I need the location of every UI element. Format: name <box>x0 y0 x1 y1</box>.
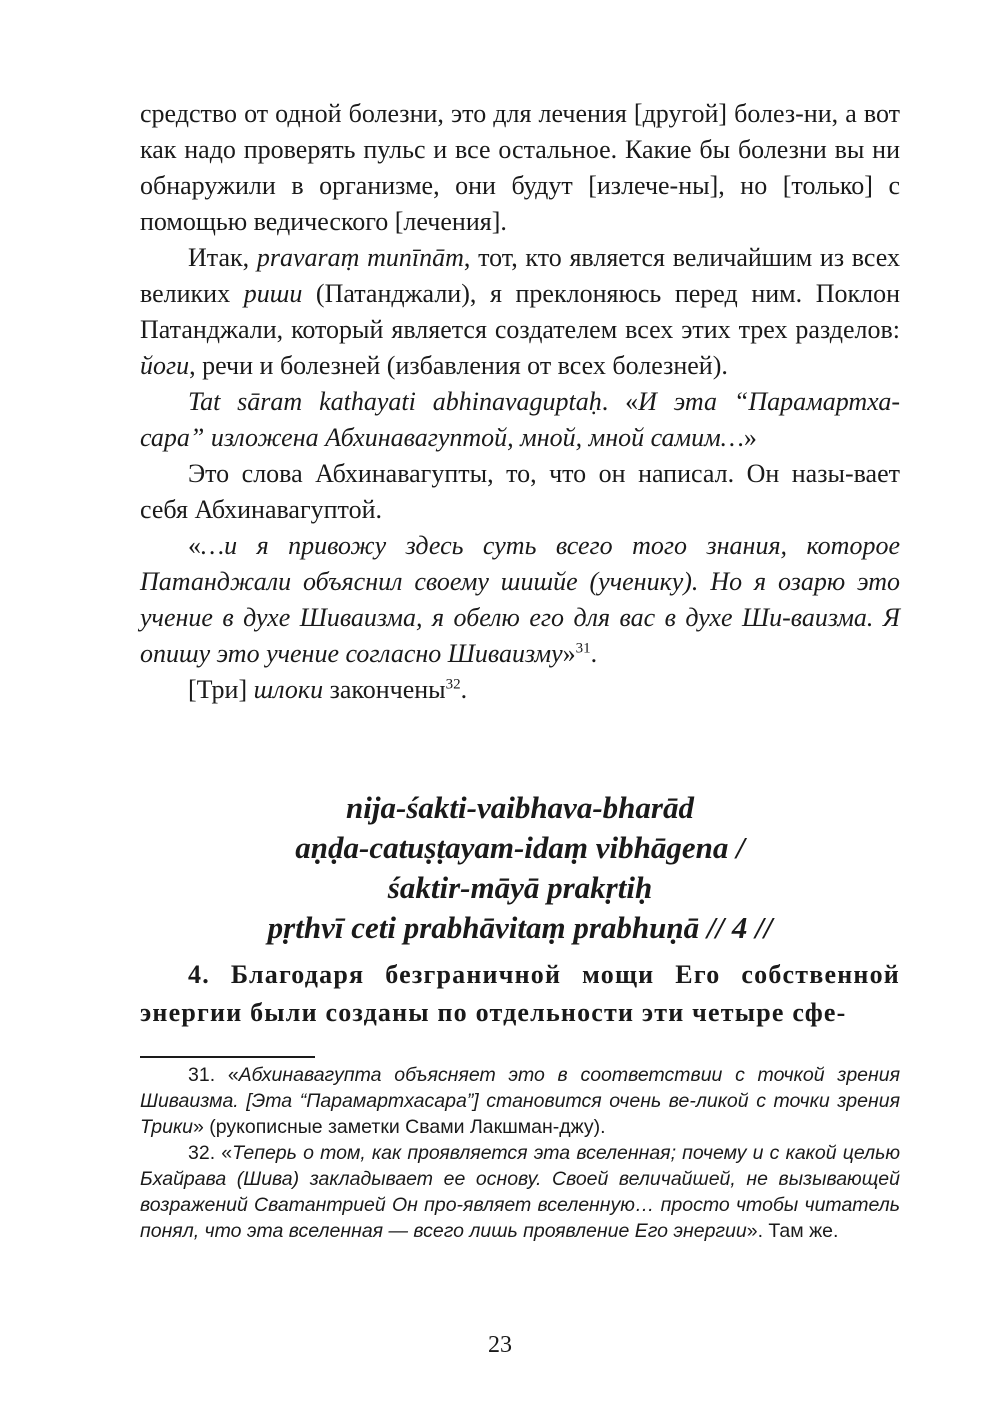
paragraph-2: Итак, pravaraṃ munīnām, тот, кто является величайшим из всех великих риши (Патанджали), я преклоняюсь перед ним. Поклон Патанджали, который является создателем всех этих трех разделов: йоги, речи и болезней (избавления от всех болезней). <box>140 243 900 380</box>
footnote-32: 32. «Теперь о том, как проявляется эта вселенная; почему и с какой целью Бхайрава (Шива) закладывает ее основу. Своей величайшей, не вызывающей возражений Сватантрией Он про-являет вселенную… просто чтобы читатель понял, что эта вселенная — всего лишь проявление Его энергии». Там же. <box>140 1142 900 1242</box>
page-number: 23 <box>488 1332 512 1358</box>
footnote-divider <box>140 1056 315 1058</box>
footnotes <box>140 1062 900 1244</box>
paragraph-3: Tat sāram kathayati abhinavaguptaḥ. «И эта “Парамартха-сара” изложена Абхинавагуптой, мной, мной самим…» <box>140 387 900 452</box>
paragraph-4: Это слова Абхинавагупты, то, что он написал. Он назы-вает себя Абхинавагуптой. <box>140 459 900 524</box>
paragraph-1: средство от одной болезни, это для лечения [другой] болез-ни, а вот как надо проверять пульс и все остальное. Какие бы болезни вы ни обнаружили в организме, они будут [излече-ны], но [только] с помощью ведического [лечения]. <box>140 99 900 236</box>
verse-line-2: aṇḍa-catuṣṭayam-idaṃ vibhāgena / <box>295 830 745 865</box>
paragraph-5: «…и я привожу здесь суть всего того знания, которое Патанджали объяснил своему шишйе (ученику). Но я озарю это учение в духе Шиваизма, я обелю его для вас в духе Ши-ваизма. Я опишу это учение согласно Шиваизму»$^{31}$. <box>140 531 900 668</box>
translation-text: 4. Благодаря безграничной мощи Его собственной энергии были созданы по отдельности эти четыре сфе- <box>140 960 900 1027</box>
main-text <box>140 96 900 708</box>
footnote-31: 31. «Абхинавагупта объясняет это в соответствии с точкой зрения Шиваизма. [Эта “Парамартхасара”] становится очень ве-ликой с точки зрения Трики» (рукописные заметки Свами Лакшман-джу). <box>140 1064 900 1138</box>
verse-line-1: nija-śakti-vaibhava-bharād <box>346 790 694 825</box>
verse-line-4: pṛthvī ceti prabhāvitaṃ prabhuṇā // 4 // <box>267 910 773 945</box>
footnote-ref-32: 32 <box>445 676 461 693</box>
verse-translation <box>140 956 900 1032</box>
paragraph-6: [Три] шлоки закончены$^{32}$. <box>188 675 468 704</box>
verse-line-3: śaktir-māyā prakṛtiḥ <box>387 870 653 905</box>
sanskrit-verse <box>140 788 900 948</box>
footnote-ref-31: 31 <box>575 640 591 657</box>
